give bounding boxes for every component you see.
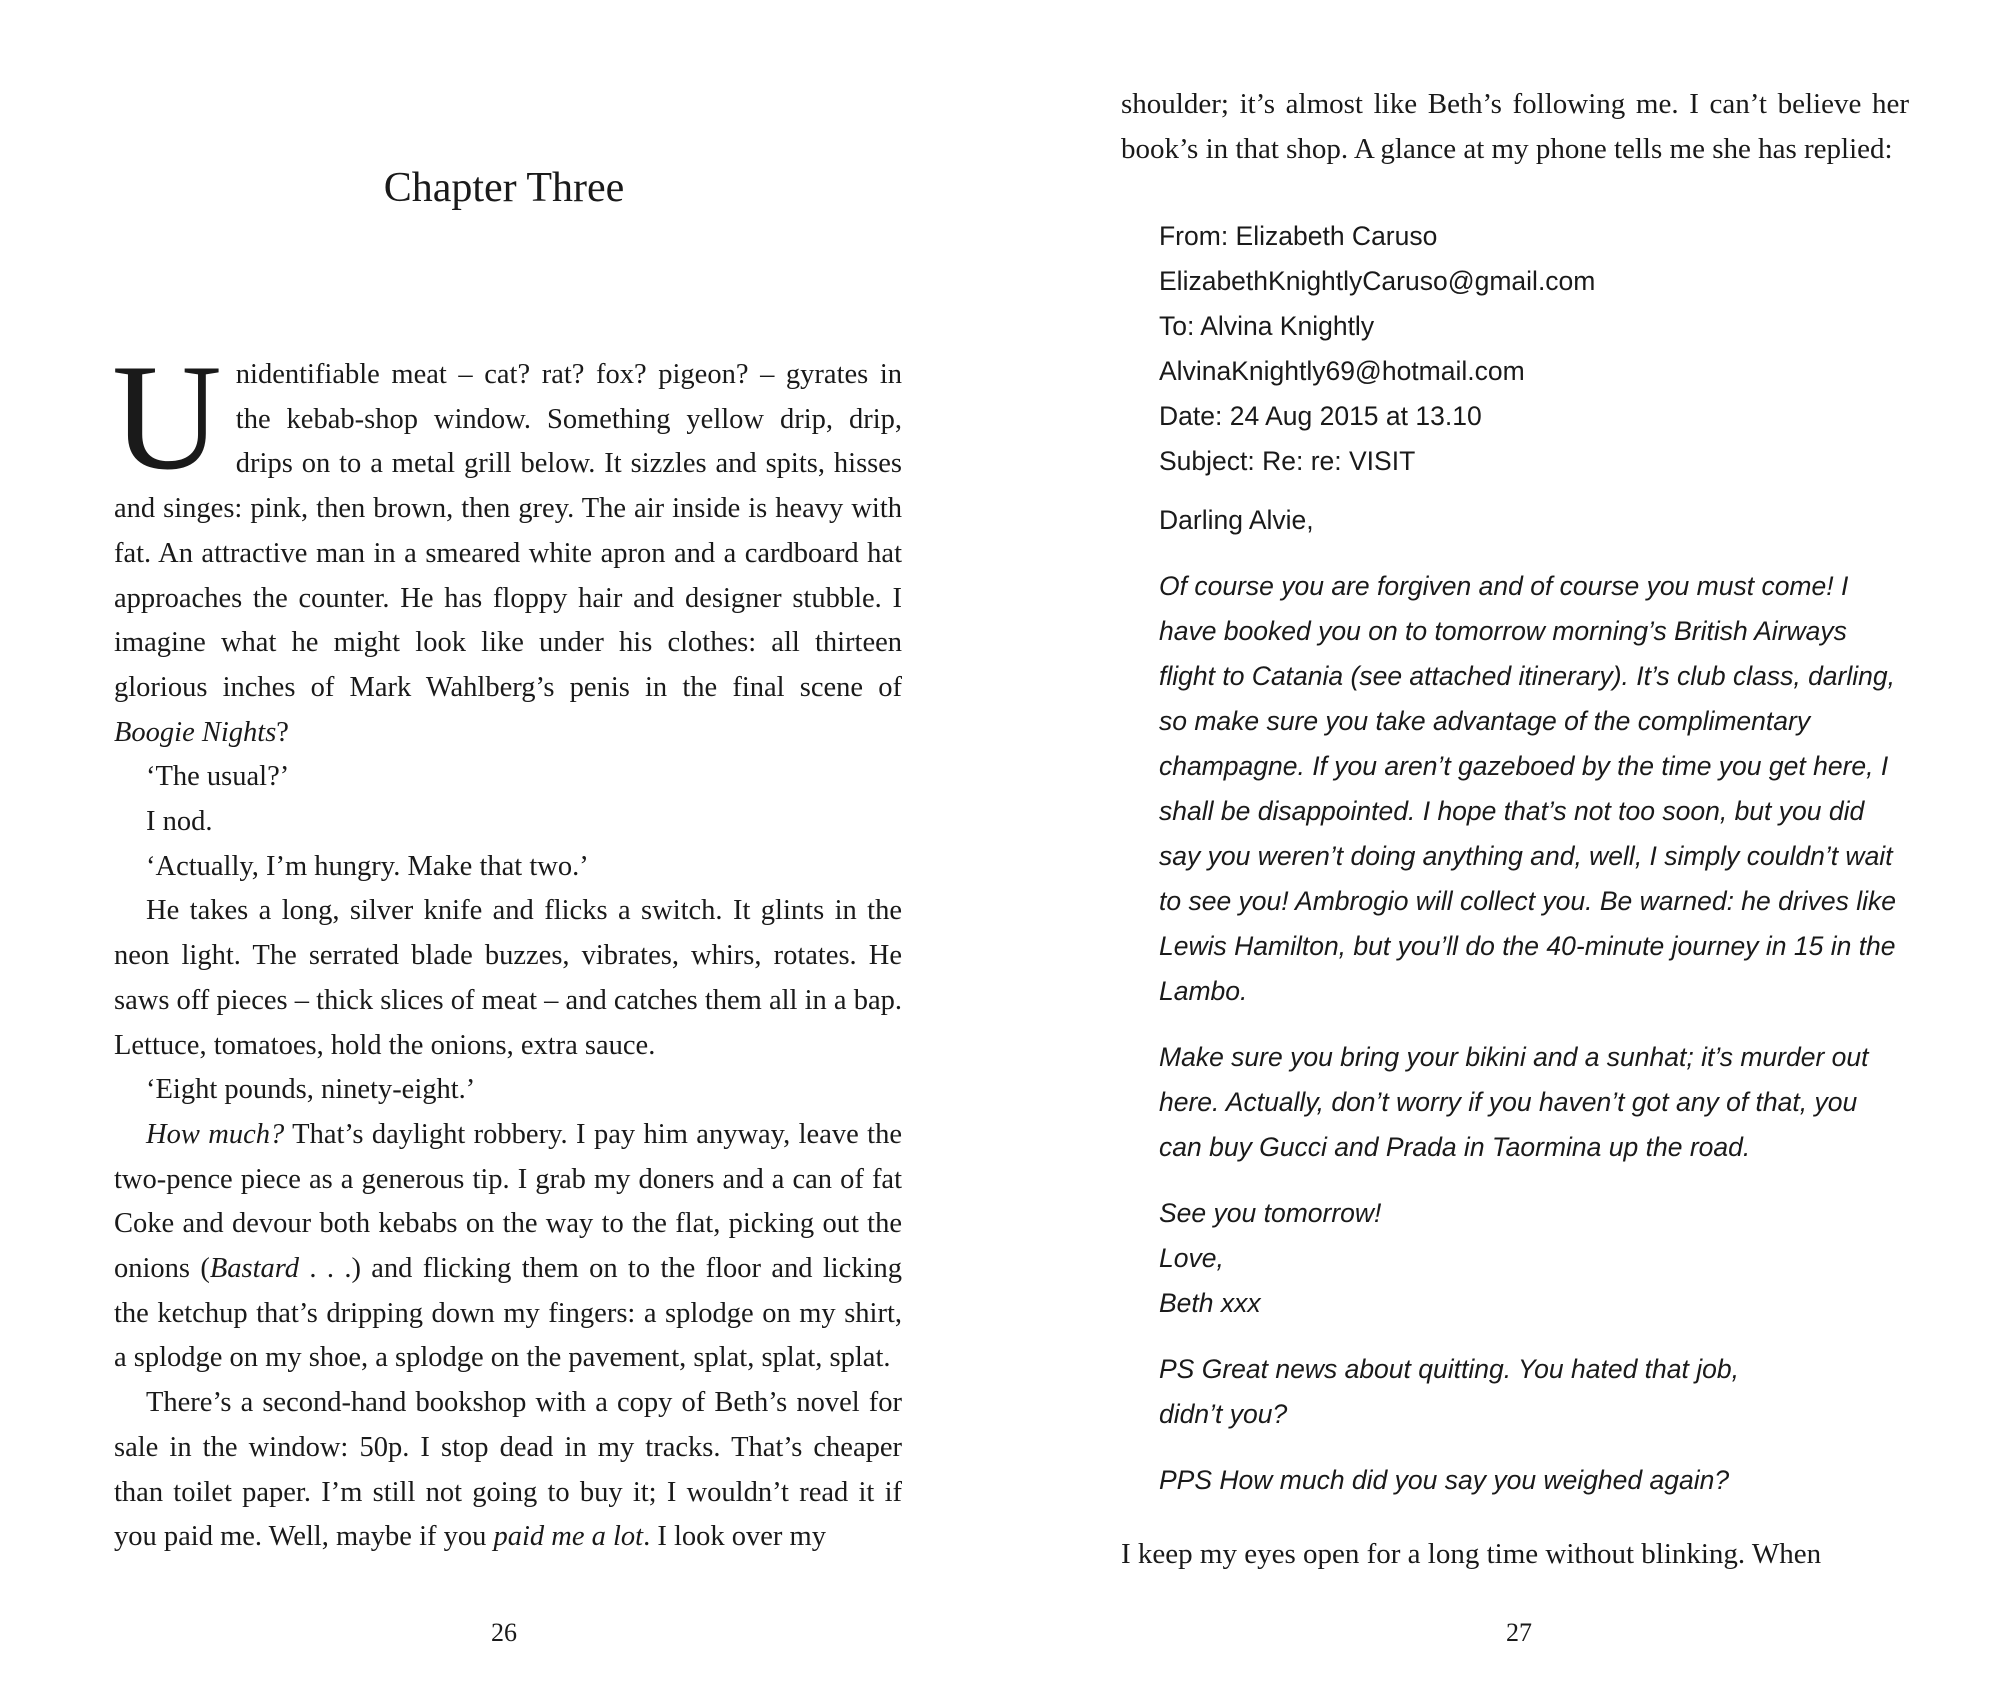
email-from: From: Elizabeth Caruso (1159, 221, 1438, 251)
signoff-line: Love, (1159, 1243, 1224, 1273)
right-page (1000, 0, 2000, 1706)
text-run: That’s daylight robbery. I pay him anyway, leave the two-pence piece as a generous tip. I grab my doners and a can of fat Coke and devour both kebabs on the way to the flat, picking out the onions ( (114, 1118, 902, 1285)
text-run: He takes a long, silver knife and flicks a switch. It glints in the neon light. The serrated blade buzzes, vibrates, whirs, rotates. He saws off pieces – thick slices of meat – and catches them all in a bap. Lettuce, tomatoes, hold the onions, extra sauce. (114, 895, 902, 1061)
drop-cap: U (112, 333, 222, 501)
paragraph (112, 333, 902, 755)
italic-run: How much? (146, 1118, 285, 1150)
text-run: . I look over my (643, 1521, 826, 1553)
book-title: Boogie Nights (114, 716, 277, 748)
dialogue: ‘The usual?’ (146, 761, 290, 793)
email-message (1159, 214, 1899, 1524)
email-header (1159, 214, 1899, 484)
text-run: There’s a second-hand bookshop with a copy of Beth’s novel for sale in the window: 50p. I stop dead in my tracks. That’s cheaper than toilet paper. I’m still not going to buy it; I wouldn’t read it if you paid me. Well, maybe if you (114, 1387, 902, 1553)
text-run: ? (276, 716, 289, 748)
paragraph (114, 1381, 902, 1560)
signoff-line: Beth xxx (1159, 1288, 1261, 1318)
dialogue: ‘Actually, I’m hungry. Make that two.’ (146, 850, 589, 882)
email-ps: PS Great news about quitting. You hated that job, didn’t you? (1159, 1354, 1739, 1429)
paragraph (114, 845, 902, 890)
paragraph (114, 1113, 902, 1381)
text-run: . . .) and flicking them on to the floor and licking the ketchup that’s dripping down my fingers: a splodge on my shirt, a splodge on my shoe, a splodge on the pavement, splat, splat, splat. (114, 1253, 902, 1374)
dialogue: ‘Eight pounds, ninety-eight.’ (146, 1074, 476, 1106)
continuation-text: shoulder; it’s almost like Beth’s following me. I can’t believe her book’s in that shop. A glance at my phone tells me she has replied: (1121, 88, 1909, 165)
text-run: I nod. (146, 806, 213, 838)
paragraph (114, 889, 902, 1068)
paragraph (114, 755, 902, 800)
email-paragraph: Of course you are forgiven and of course you must come! I have booked you on to tomorrow morning’s British Airways flight to Catania (see attached itinerary). It’s club class, darling, so make sure you take advantage of the complimentary champagne. If you aren’t gazeboed by the time you get here, I shall be disappointed. I hope that’s not too soon, but you did say you weren’t doing anything and, well, I simply couldn’t wait to see you! Ambrogio will collect you. Be warned: he drives like Lewis Hamilton, but you’ll do the 40-minute journey in 15 in the Lambo. (1159, 571, 1896, 1006)
continuation-text-bottom: I keep my eyes open for a long time without blinking. When (1121, 1538, 1822, 1570)
paragraph (114, 800, 902, 845)
email-pps: PPS How much did you say you weighed again? (1159, 1465, 1730, 1495)
email-paragraph: Make sure you bring your bikini and a sunhat; it’s murder out here. Actually, don’t worry if you haven’t got any of that, you can buy Gucci and Prada in Taormina up the road. (1159, 1042, 1869, 1162)
email-body (1159, 498, 1899, 1503)
chapter-title: Chapter Three (383, 165, 625, 211)
page-number: 27 (1506, 1618, 1532, 1647)
italic-run: Bastard (209, 1253, 300, 1285)
italic-run: paid me a lot (493, 1521, 644, 1553)
email-from-address: ElizabethKnightlyCaruso@gmail.com (1159, 266, 1596, 296)
signoff-line: See you tomorrow! (1159, 1198, 1382, 1228)
text-run: nidentifiable meat – cat? rat? fox? pigeon? – gyrates in the kebab-shop window. Something yellow drip, drip, drips on to a metal grill below. It sizzles and spits, hisses and singes: pink, then brown, then grey. The air inside is heavy with fat. An attractive man in a smeared white apron and a cardboard hat approaches the counter. He has floppy hair and designer stubble. I imagine what he might look like under his clothes: all thirteen glorious inches of Mark Wahlberg’s penis in the final scene of (114, 359, 902, 703)
paragraph (114, 1068, 902, 1113)
email-to: To: Alvina Knightly (1159, 311, 1375, 341)
email-date: Date: 24 Aug 2015 at 13.10 (1159, 401, 1482, 431)
email-to-address: AlvinaKnightly69@hotmail.com (1159, 356, 1525, 386)
email-subject: Subject: Re: re: VISIT (1159, 446, 1416, 476)
email-greeting: Darling Alvie, (1159, 505, 1314, 535)
chapter-body (112, 333, 902, 1560)
page-number: 26 (491, 1618, 517, 1647)
email-signoff (1159, 1191, 1899, 1326)
